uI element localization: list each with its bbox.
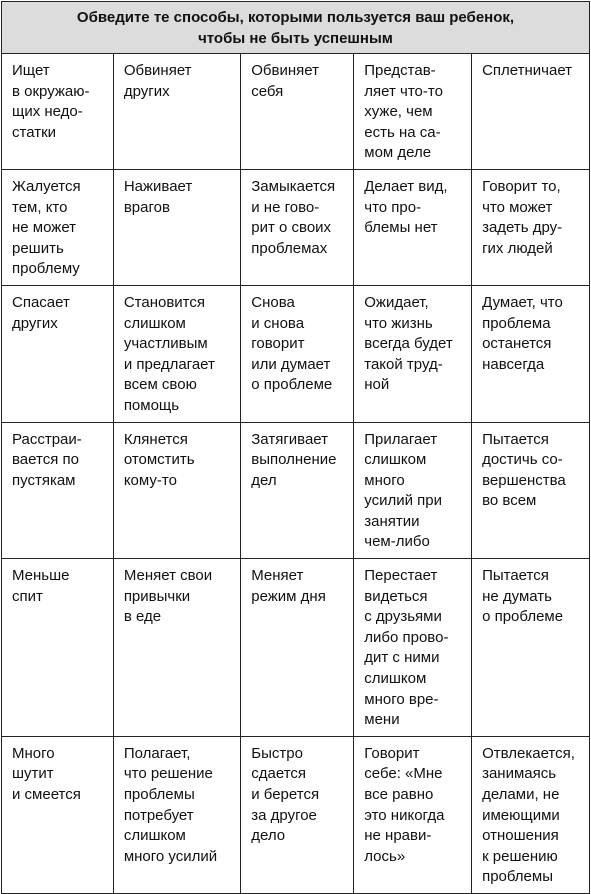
- cell-text: Ожидает, что жизнь всегда будет такой труд- ной: [364, 293, 453, 394]
- table-cell: [2, 285, 114, 422]
- cell-text: Делает вид, что про- блемы нет: [364, 177, 448, 237]
- cell-text: Говорит то, что может задеть дру- гих людей: [482, 177, 563, 257]
- table-row: [2, 54, 590, 170]
- table-cell: [472, 285, 590, 422]
- table-cell: [113, 169, 240, 285]
- cell-text: Пытается не думать о проблеме: [482, 567, 564, 626]
- cell-text: Представ- ляет что-то хуже, чем есть на са- мом деле: [364, 62, 443, 162]
- coping-strategies-table: [1, 1, 590, 894]
- table-cell: [241, 169, 354, 285]
- table-cell: [113, 285, 240, 422]
- cell-text: Быстро сдается и берется за другое дело: [251, 744, 320, 845]
- table-row: [2, 169, 590, 285]
- table-cell: [472, 169, 590, 285]
- table-row: [2, 736, 590, 893]
- cell-text: Становится слишком участливым и предлагает всем свою помощь: [123, 293, 215, 414]
- table-cell: [472, 422, 590, 559]
- cell-text: Обвиняет себя: [251, 62, 319, 100]
- cell-text: Ищет в окружаю- щих недо- статки: [12, 62, 90, 141]
- table-cell: [113, 422, 240, 559]
- cell-text: Думает, что проблема останется навсегда: [482, 293, 563, 373]
- table-cell: [2, 736, 114, 893]
- table-cell: [113, 736, 240, 893]
- table-cell: [2, 559, 114, 737]
- cell-text: Наживает врагов: [123, 177, 193, 216]
- cell-text: Расстраи- вается по пустякам: [12, 430, 82, 489]
- table-cell: [2, 54, 114, 170]
- cell-text: Пытается достичь со- вершенства во всем: [482, 430, 566, 510]
- table-cell: [354, 736, 472, 893]
- cell-text: Меняет свои привычки в еде: [123, 567, 213, 626]
- table-cell: [241, 285, 354, 422]
- table-cell: [354, 54, 472, 170]
- table-cell: [113, 559, 240, 737]
- cell-text: Спасает других: [12, 293, 70, 332]
- table-row: [2, 559, 590, 737]
- cell-text: Снова и снова говорит или думает о проблеме: [251, 293, 333, 394]
- table-cell: [241, 559, 354, 737]
- table-cell: [241, 422, 354, 559]
- cell-text: Перестает видеться с друзьями либо прово- дит с ними слишком много вре- мени: [364, 567, 449, 729]
- table-cell: [354, 422, 472, 559]
- cell-text: Замыкается и не гово- рит о своих проблемах: [251, 177, 336, 257]
- cell-text: Меняет режим дня: [251, 567, 326, 605]
- table-cell: [2, 422, 114, 559]
- table-cell: [2, 169, 114, 285]
- document: [1, 1, 590, 894]
- cell-text: Клянется отомстить кому-то: [123, 430, 195, 489]
- cell-text: Обвиняет других: [123, 62, 192, 100]
- table-row: [2, 422, 590, 559]
- cell-text: Прилагает слишком много усилий при занятии чем-либо: [364, 430, 442, 551]
- table-title: [2, 2, 590, 54]
- table-cell: [472, 54, 590, 170]
- table-cell: [354, 559, 472, 737]
- table-title-text: Обведите те способы, которыми пользуется ваш ребенок, чтобы не быть успешным: [76, 9, 515, 47]
- table-cell: [354, 285, 472, 422]
- cell-text: Отвлекается, занимаясь делами, не имеющими отношения к решению проблемы: [482, 744, 575, 886]
- table-row: [2, 285, 590, 422]
- cell-text: Жалуется тем, кто не может решить проблему: [12, 177, 81, 278]
- table-cell: [354, 169, 472, 285]
- table-cell: [241, 54, 354, 170]
- cell-text: Полагает, что решение проблемы потребует слишком много усилий: [123, 744, 218, 865]
- cell-text: Много шутит и смеется: [12, 744, 81, 803]
- table-cell: [472, 559, 590, 737]
- cell-text: Говорит себе: «Мне все равно это никогда не нрави- лось»: [364, 744, 445, 865]
- cell-text: Затягивает выполнение дел: [251, 430, 337, 489]
- cell-text: Сплетничает: [482, 62, 573, 79]
- table-cell: [241, 736, 354, 893]
- table-cell: [472, 736, 590, 893]
- cell-text: Меньше спит: [12, 567, 70, 605]
- table-cell: [113, 54, 240, 170]
